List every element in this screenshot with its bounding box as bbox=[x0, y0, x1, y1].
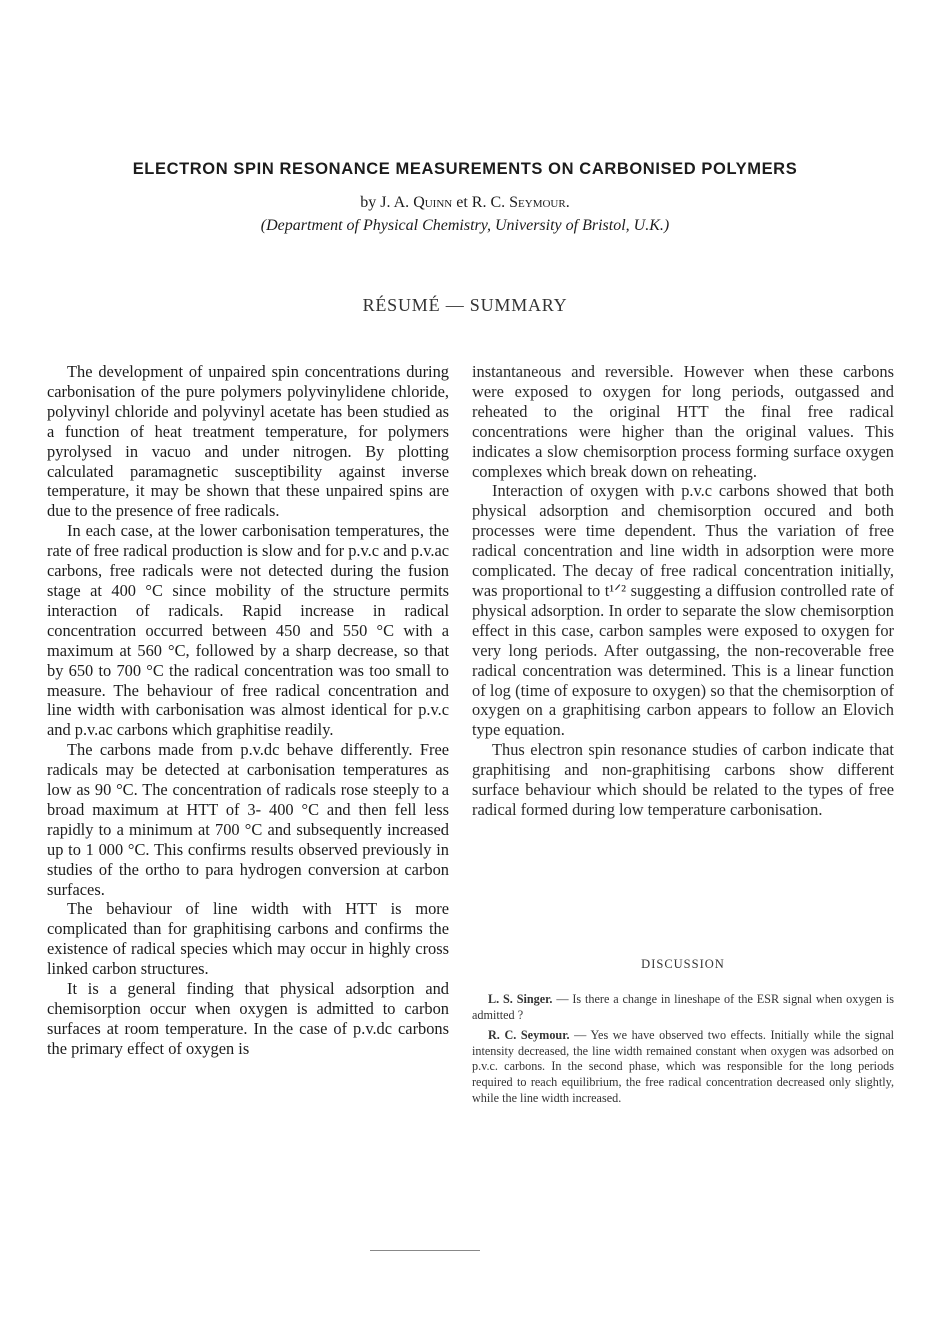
discussion-comment bbox=[472, 1028, 894, 1106]
comment-speaker: R. C. Seymour. bbox=[488, 1028, 570, 1043]
comment-speaker: L. S. Singer. bbox=[488, 992, 553, 1006]
paragraph: The development of unpaired spin concentrations during carbonisation of the pure polymers polyvinylidene chloride, polyvinyl chloride and polyvinyl acetate has been studied as a function of heat treatment temperature, for polymers pyrolysed in vacuo and under nitrogen. By plotting calculated paramagnetic susceptibility against inverse temperature, it may be shown that these unpaired spins are due to the presence of free radicals. bbox=[47, 362, 449, 521]
author-byline bbox=[0, 194, 930, 212]
comment-text: — Yes we have observed two effects. Initially while the signal intensity decreased, the line width remained constant when oxygen was adsorbed on p.v.c. carbons. In the second phase, which was responsible for the long periods required to reach equilibrium, the free radical concentration decreased only slightly, while the line width increased. bbox=[472, 1028, 894, 1105]
author1-surname: Quinn bbox=[413, 194, 453, 211]
byline-middle: et R. C. bbox=[452, 194, 510, 211]
paragraph: The carbons made from p.v.dc behave differently. Free radicals may be detected at carbonisation temperatures as low as 90 °C. The concentration of radicals rose steeply to a broad maximum at HTT of 3- 400 °C and then fell less rapidly to a minimum at 700 °C and subsequently increased up to 1 000 °C. This confirms results observed previously in studies of the ortho to para hydrogen conversion at carbon surfaces. bbox=[47, 740, 449, 899]
paragraph: Interaction of oxygen with p.v.c carbons showed that both physical adsorption and chemisorption occured and both processes were time dependent. Thus the variation of free radical concentration and line width in adsorption were more complicated. The decay of free radical concentration initially, was proportional to t¹ᐟ² suggesting a diffusion controlled rate of physical adsorption. In order to separate the slow chemisorption effect in this case, carbon samples were exposed to oxygen for very long periods. After outgassing, the non-recoverable free radical concentration was determined. This is a linear function of log (time of exposure to oxygen) so that the chemisorption of oxygen on a graphitising carbon appears to follow an Elovich type equation. bbox=[472, 481, 894, 740]
author2-surname: Seymour bbox=[509, 194, 566, 211]
right-column bbox=[472, 362, 894, 820]
discussion-comment bbox=[472, 992, 894, 1023]
section-heading: RÉSUMÉ — SUMMARY bbox=[362, 295, 568, 315]
paragraph: It is a general finding that physical adsorption and chemisorption occur when oxygen is admitted to carbon surfaces at room temperature. In the case of p.v.dc carbons the primary effect of oxygen is bbox=[47, 979, 449, 1058]
byline-prefix: by J. A. bbox=[360, 194, 414, 211]
paragraph: The behaviour of line width with HTT is more complicated than for graphitising carbons and confirms the existence of radical species which may occur in highly cross linked carbon structures. bbox=[47, 899, 449, 979]
byline-suffix: . bbox=[565, 194, 570, 211]
discussion-comments bbox=[472, 992, 894, 1111]
paragraph: In each case, at the lower carbonisation temperatures, the rate of free radical production is slow and for p.v.c and p.v.ac carbons, free radicals were not detected during the fusion stage at 400 °C since mobility of the structure permits interaction of radicals. Rapid increase in radical concentration occurred between 450 and 550 °C with a maximum at 560 °C, followed by a sharp decrease, so that by 650 to 700 °C the radical concentration was too small to measure. The behaviour of free radical concentration and line width with carbonisation was almost identical for p.v.c and p.v.ac carbons which graphitise readily. bbox=[47, 521, 449, 740]
affiliation: (Department of Physical Chemistry, University of Bristol, U.K.) bbox=[260, 217, 670, 234]
discussion-heading: DISCUSSION bbox=[641, 957, 725, 971]
left-column bbox=[47, 362, 449, 1059]
comment-text: — Is there a change in lineshape of the ESR signal when oxygen is admitted ? bbox=[472, 992, 894, 1022]
paragraph: Thus electron spin resonance studies of carbon indicate that graphitising and non-graphitising carbons show different surface behaviour which should be related to the types of free radical formed during low temperature carbonisation. bbox=[472, 740, 894, 819]
paper-title: ELECTRON SPIN RESONANCE MEASUREMENTS ON CARBONISED POLYMERS bbox=[132, 160, 798, 178]
end-rule bbox=[370, 1250, 480, 1251]
paragraph: instantaneous and reversible. However when these carbons were exposed to oxygen for long periods, outgassed and reheated to the original HTT the final free radical concentrations were higher than the original values. This indicates a slow chemisorption process forming surface oxygen complexes which break down on reheating. bbox=[472, 362, 894, 481]
